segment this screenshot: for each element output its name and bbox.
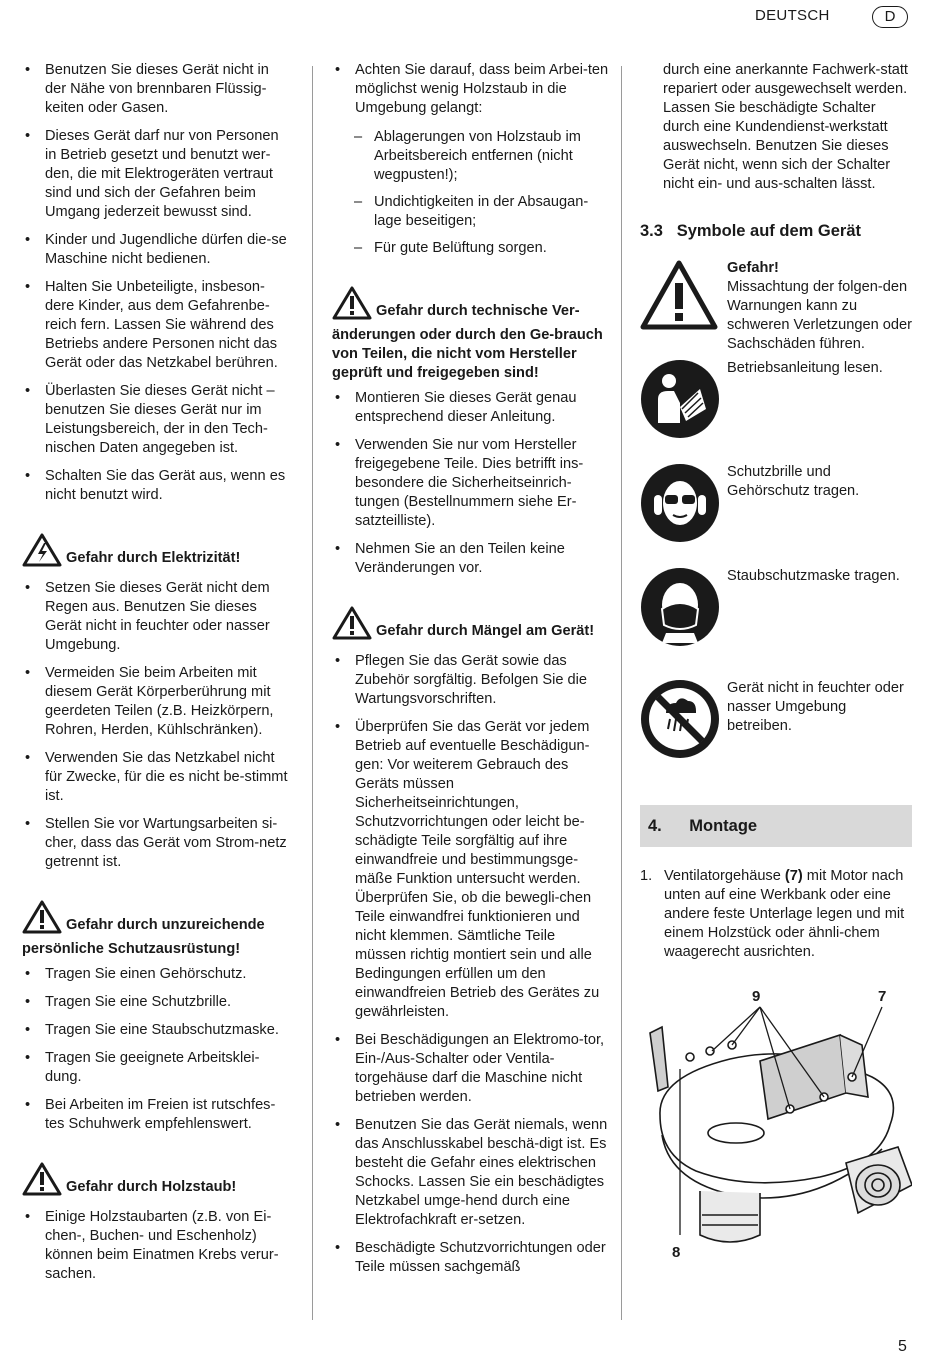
ppe-hazard-heading — [22, 900, 294, 959]
list-item: • Tragen Sie eine Staubschutzmaske. — [22, 1021, 294, 1040]
list-item: • Schalten Sie das Gerät aus, wenn es nicht benutzt wird. — [22, 467, 294, 505]
list-item-text: Achten Sie darauf, dass beim Arbei-ten möglichst wenig Holzstaub in die Umgebung gelangt: — [355, 62, 609, 116]
list-item: • Bei Beschädigungen an Elektromo-tor, Ein-/Aus-Schalter oder Ventila-torgehäuse darf die Maschine nicht betrieben werden. — [332, 1031, 610, 1107]
electric-hazard-icon — [22, 533, 62, 573]
list-item: • Vermeiden Sie beim Arbeiten mit diesem Gerät Körperberührung mit geerdeten Teilen (z.B. Heizkörpern, Rohren, Herden, Kühlschränken). — [22, 664, 294, 740]
assembly-illustration — [640, 985, 912, 1265]
assembly-step-1 — [640, 867, 912, 962]
list-item: • Kinder und Jugendliche dürfen die-se Maschine nicht bedienen. — [22, 231, 294, 269]
list-item: • Tragen Sie eine Schutzbrille. — [22, 993, 294, 1012]
symbol-row-manual — [640, 359, 912, 463]
step-number: 1. — [640, 868, 653, 884]
header-language-badge: D — [872, 6, 908, 28]
step-text-b: mit Motor nach unten auf eine Werkbank oder eine andere feste Unterlage legen und mit einem Holzstück oder ähnli-chem waagerecht ausrichten. — [664, 868, 909, 960]
figure-label-9: 9 — [752, 988, 761, 1005]
step-text-bold: (7) — [784, 868, 803, 884]
list-item: • Nehmen Sie an den Teilen keine Veränderungen vor. — [332, 540, 610, 578]
wood-dust-hazard-heading — [22, 1162, 294, 1202]
column-1 — [22, 61, 294, 1293]
page-number: 5 — [898, 1338, 907, 1355]
symbol-text: Betriebsanleitung lesen. — [727, 360, 883, 376]
electric-hazard-title: Gefahr durch Elektrizität! — [66, 550, 241, 566]
no-rain-icon — [640, 679, 720, 765]
defects-hazard-list — [332, 652, 610, 1277]
list-item: • Benutzen Sie das Gerät niemals, wenn das Anschlusskabel beschä-digt ist. Es besteht die Gefahr eines elektrischen Schocks. Lassen Sie ein beschädigtes Netzkabel umge-hend durch eine Elektrofachkraft er-setzen. — [332, 1116, 610, 1230]
parts-hazard-heading — [332, 286, 610, 383]
continuation-text: durch eine anerkannte Fachwerk-statt repariert oder ausgewechselt werden. Lassen Sie beschädigte Schalter durch eine Kundendienst-werkstatt auswechseln. Benutzen Sie dieses Gerät nicht, wenn sich der Schalter nicht ein- und aus-schalten lässt. — [663, 62, 908, 192]
goggles-earmuffs-icon — [640, 463, 720, 549]
symbol-text: Staubschutzmaske tragen. — [727, 568, 900, 584]
section-heading-montage: 4. Montage — [640, 805, 912, 847]
defects-hazard-title: Gefahr durch Mängel am Gerät! — [376, 623, 595, 639]
wood-dust-hazard-title: Gefahr durch Holzstaub! — [66, 1179, 237, 1195]
list-item: • Bei Arbeiten im Freien ist rutschfes-tes Schuhwerk empfehlenswert. — [22, 1096, 294, 1134]
defects-hazard-heading — [332, 606, 610, 646]
warning-triangle-icon — [640, 259, 718, 337]
wood-dust-continued-list — [332, 61, 610, 118]
symbol-title: Gefahr! — [727, 260, 779, 276]
symbol-row-no-rain — [640, 679, 912, 765]
sub-list-item: – Undichtigkeiten in der Absaugan-lage beseitigen; — [332, 193, 610, 231]
electric-hazard-list — [22, 579, 294, 872]
sub-list-item: – Ablagerungen von Holzstaub im Arbeitsbereich entfernen (nicht wegpusten!); — [332, 128, 610, 185]
parts-hazard-title: Gefahr durch technische Ver-änderungen oder durch den Ge-brauch von Teilen, die nicht vom Hersteller geprüft und freigegeben sind! — [332, 303, 603, 381]
warning-triangle-icon — [332, 606, 372, 646]
general-safety-list — [22, 61, 294, 505]
list-item: • Stellen Sie vor Wartungsarbeiten si-cher, dass das Gerät vom Strom-netz getrennt ist. — [22, 815, 294, 872]
list-item: • Tragen Sie einen Gehörschutz. — [22, 965, 294, 984]
column-divider-right — [621, 66, 622, 1320]
list-item: • Pflegen Sie das Gerät sowie das Zubehör sorgfältig. Befolgen Sie die Wartungsvorschriften. — [332, 652, 610, 709]
read-manual-icon — [640, 359, 720, 445]
figure-label-8: 8 — [672, 1244, 681, 1261]
column-divider-left — [312, 66, 313, 1320]
list-item: • Verwenden Sie das Netzkabel nicht für Zwecke, für die es nicht be-stimmt ist. — [22, 749, 294, 806]
warning-triangle-icon — [22, 900, 62, 940]
dust-mask-icon — [640, 567, 720, 653]
ppe-hazard-title: Gefahr durch unzureichende persönliche Schutzausrüstung! — [22, 917, 265, 957]
list-item: • Benutzen Sie dieses Gerät nicht in der Nähe von brennbaren Flüssig-keiten oder Gasen. — [22, 61, 294, 118]
wood-dust-sub-list — [332, 128, 610, 258]
list-item: • Einige Holzstaubarten (z.B. von Ei-chen-, Buchen- und Eschenholz) können beim Einatmen Krebs verur-sachen. — [22, 1208, 294, 1284]
list-item: • Tragen Sie geeignete Arbeitsklei-dung. — [22, 1049, 294, 1087]
figure-label-7: 7 — [878, 988, 887, 1005]
warning-triangle-icon — [22, 1162, 62, 1202]
symbol-text: Gerät nicht in feuchter oder nasser Umgebung betreiben. — [727, 680, 904, 734]
list-item: • Verwenden Sie nur vom Hersteller freigegebene Teile. Dies betrifft ins-besondere die Sicherheitseinrich-tungen (Bestellnummern siehe Er-satzteilliste). — [332, 436, 610, 531]
list-item: • Dieses Gerät darf nur von Personen in Betrieb gesetzt und benutzt wer-den, die mit Elektrogeräten vertraut sind und sich der Gefahren beim Umgang jederzeit bewusst sind. — [22, 127, 294, 222]
warning-triangle-icon — [332, 286, 372, 326]
symbol-text: Missachtung der folgen-den Warnungen kann zu schweren Verletzungen oder Sachschäden führen. — [727, 279, 912, 352]
symbol-row-goggles — [640, 463, 912, 567]
section-heading-symbols: 3.3 Symbole auf dem Gerät — [640, 222, 861, 240]
column-2 — [332, 61, 610, 1286]
list-item: • Halten Sie Unbeteiligte, insbeson-dere Kinder, aus dem Gefahrenbe-reich fern. Lassen Sie während des Betriebs andere Personen nicht das Gerät oder das Netzkabel berühren. — [22, 278, 294, 373]
list-item — [332, 61, 610, 118]
sub-list-item: – Für gute Belüftung sorgen. — [332, 239, 610, 258]
list-item: • Montieren Sie dieses Gerät genau entsprechend dieser Anleitung. — [332, 389, 610, 427]
step-text-a: Ventilatorgehäuse — [664, 868, 785, 884]
ppe-hazard-list — [22, 965, 294, 1134]
symbol-row-mask — [640, 567, 912, 679]
column-3 — [640, 61, 912, 962]
electric-hazard-heading — [22, 533, 294, 573]
list-item: • Setzen Sie dieses Gerät nicht dem Regen aus. Benutzen Sie dieses Gerät nicht in feuchter oder nasser Umgebung. — [22, 579, 294, 655]
list-item: • Beschädigte Schutzvorrichtungen oder Teile müssen sachgemäß — [332, 1239, 610, 1277]
symbol-row-danger — [640, 259, 912, 359]
wood-dust-list — [22, 1208, 294, 1284]
list-item: • Überprüfen Sie das Gerät vor jedem Betrieb auf eventuelle Beschädigun-gen: Vor weiterem Gebrauch des Geräts müssen Sicherheitseinrichtungen, Schutzvorrichtungen oder leicht be-schädigte Teile sorgfältig auf ihre einwandfreie und bestimmungsge-mäße Funktion untersucht werden. Überprüfen Sie, ob die bewegli-chen Teile einwandfrei funktionieren und nicht klemmen. Sämtliche Teile müssen richtig montiert sein und alle Bedingungen erfüllen um den einwandfreien Betrieb des Gerätes zu gewährleisten. — [332, 718, 610, 1022]
list-item: • Überlasten Sie dieses Gerät nicht – benutzen Sie dieses Gerät nur im Leistungsbereich, der in den Tech-nischen Daten angegeben ist. — [22, 382, 294, 458]
symbol-text: Schutzbrille und Gehörschutz tragen. — [727, 464, 860, 499]
parts-hazard-list — [332, 389, 610, 578]
header-language: DEUTSCH — [755, 7, 830, 24]
